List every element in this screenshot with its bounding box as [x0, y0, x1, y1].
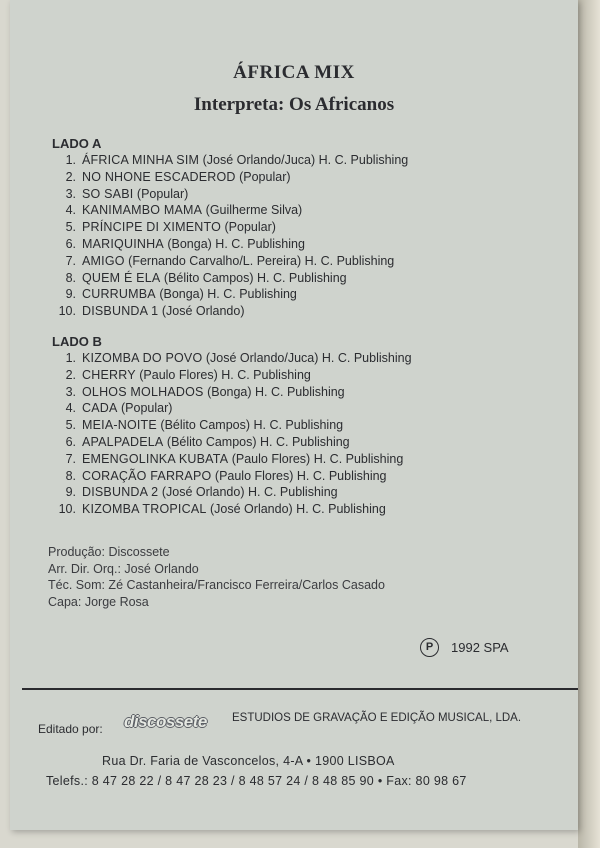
track-credit: (Paulo Flores) H. C. Publishing — [139, 367, 311, 382]
track-item — [50, 219, 408, 236]
track-credit: (Bélito Campos) H. C. Publishing — [166, 434, 350, 449]
track-item — [50, 270, 408, 287]
track-number: 9. — [65, 485, 76, 500]
track-title: DISBUNDA 2 — [82, 485, 159, 500]
track-number: 4. — [65, 203, 76, 218]
track-number: 10. — [58, 304, 76, 319]
track-title: OLHOS MOLHADOS — [82, 384, 204, 399]
track-credit: (Popular) — [136, 186, 189, 201]
track-number: 2. — [65, 169, 76, 184]
track-item — [50, 451, 412, 468]
track-item — [50, 501, 412, 518]
track-credit: (Bélito Campos) H. C. Publishing — [160, 418, 344, 433]
track-number: 7. — [65, 253, 76, 268]
track-credit: (Popular) — [224, 220, 276, 235]
track-credit: (Bonga) H. C. Publishing — [159, 287, 297, 302]
divider-line — [22, 688, 578, 690]
track-number: 6. — [65, 434, 76, 449]
track-title: DISBUNDA 1 — [82, 304, 159, 319]
track-credit: (José Orlando) H. C. Publishing — [210, 502, 386, 517]
track-number: 3. — [65, 384, 76, 399]
track-title: CORAÇÃO FARRAPO — [82, 468, 212, 483]
track-number: 1. — [65, 153, 76, 167]
track-title: CURRUMBA — [82, 287, 156, 302]
track-item — [50, 468, 412, 485]
track-credit: (José Orlando) — [161, 304, 245, 319]
track-number: 7. — [65, 451, 76, 466]
track-number: 5. — [65, 220, 76, 235]
production-credit: Produção: Discossete — [48, 545, 170, 559]
side-b-label: LADO B — [52, 334, 102, 349]
track-item — [50, 202, 408, 219]
track-number: 8. — [65, 270, 76, 285]
track-title: KANIMAMBO MAMA — [82, 203, 203, 218]
track-credit: (Paulo Flores) H. C. Publishing — [231, 451, 404, 466]
track-number: 8. — [65, 468, 76, 483]
track-credit: (José Orlando/Juca) H. C. Publishing — [202, 153, 409, 167]
track-title: EMENGOLINKA KUBATA — [82, 451, 229, 466]
cassette-insert-card — [10, 0, 578, 830]
track-item — [50, 169, 408, 186]
track-title: KIZOMBA DO POVO — [82, 351, 203, 365]
phonogram-text: 1992 SPA — [451, 640, 509, 655]
track-number: 10. — [58, 502, 76, 517]
track-title: ÁFRICA MINHA SIM — [82, 153, 200, 167]
track-number: 9. — [65, 287, 76, 302]
phonogram-notice — [420, 638, 509, 657]
company-address: Rua Dr. Faria de Vasconcelos, 4-A • 1900 LISBOA — [102, 754, 395, 768]
track-item — [50, 253, 408, 270]
track-title: MEIA-NOITE — [82, 418, 157, 433]
company-name: ESTUDIOS DE GRAVAÇÃO E EDIÇÃO MUSICAL, LDA. — [232, 712, 522, 724]
track-credit: (José Orlando) H. C. Publishing — [161, 485, 338, 500]
track-credit: (Paulo Flores) H. C. Publishing — [214, 468, 387, 483]
track-credit: (Fernando Carvalho/L. Pereira) H. C. Publishing — [128, 253, 395, 268]
track-title: PRÍNCIPE DI XIMENTO — [82, 220, 222, 235]
track-number: 4. — [65, 401, 76, 416]
track-number: 5. — [65, 418, 76, 433]
track-credit: (Popular) — [121, 401, 173, 416]
company-phones: Telefs.: 8 47 28 22 / 8 47 28 23 / 8 48 57 24 / 8 48 85 90 • Fax: 80 98 67 — [46, 774, 467, 788]
track-item — [50, 384, 412, 401]
discossete-logo: discossete — [124, 712, 207, 731]
album-artist: Interpreta: Os Africanos — [193, 94, 395, 115]
side-b-tracklist — [50, 350, 412, 518]
track-item — [50, 434, 412, 451]
track-credit: (Bonga) H. C. Publishing — [207, 384, 345, 399]
track-item — [50, 152, 408, 169]
side-a-label: LADO A — [52, 136, 102, 151]
track-item — [50, 417, 412, 434]
track-title: APALPADELA — [82, 434, 164, 449]
arrangement-credit: Arr. Dir. Orq.: José Orlando — [48, 561, 199, 576]
track-item — [50, 186, 408, 203]
album-title: ÁFRICA MIX — [233, 62, 355, 83]
track-item — [50, 286, 408, 303]
side-a-tracklist — [50, 152, 408, 320]
track-number: 2. — [65, 367, 76, 382]
credits-block — [48, 544, 385, 610]
track-title: NO NHONE ESCADEROD — [82, 169, 236, 184]
track-title: KIZOMBA TROPICAL — [82, 502, 207, 517]
track-item — [50, 350, 412, 367]
track-credit: (Bélito Campos) H. C. Publishing — [163, 270, 347, 285]
track-number: 3. — [65, 186, 76, 201]
track-title: MARIQUINHA — [82, 236, 164, 251]
cassette-case-edge — [578, 0, 600, 848]
track-number: 1. — [65, 351, 76, 365]
phonogram-icon: P — [420, 638, 439, 657]
track-title: QUEM É ELA — [82, 270, 161, 285]
track-credit: (Guilherme Silva) — [205, 203, 303, 218]
track-item — [50, 236, 408, 253]
track-title: CADA — [82, 401, 118, 416]
track-title: SO SABI — [82, 186, 134, 201]
track-credit: (José Orlando/Juca) H. C. Publishing — [205, 351, 412, 365]
track-item — [50, 484, 412, 501]
track-item — [50, 303, 408, 320]
track-item — [50, 367, 412, 384]
track-title: CHERRY — [82, 367, 136, 382]
track-number: 6. — [65, 236, 76, 251]
track-title: AMIGO — [82, 253, 125, 268]
track-credit: (Bonga) H. C. Publishing — [167, 236, 305, 251]
track-credit: (Popular) — [239, 169, 291, 184]
cover-credit: Capa: Jorge Rosa — [48, 594, 149, 609]
edited-by-label: Editado por: — [38, 722, 103, 736]
sound-credit: Téc. Som: Zé Castanheira/Francisco Ferreira/Carlos Casado — [48, 578, 385, 592]
track-item — [50, 400, 412, 417]
